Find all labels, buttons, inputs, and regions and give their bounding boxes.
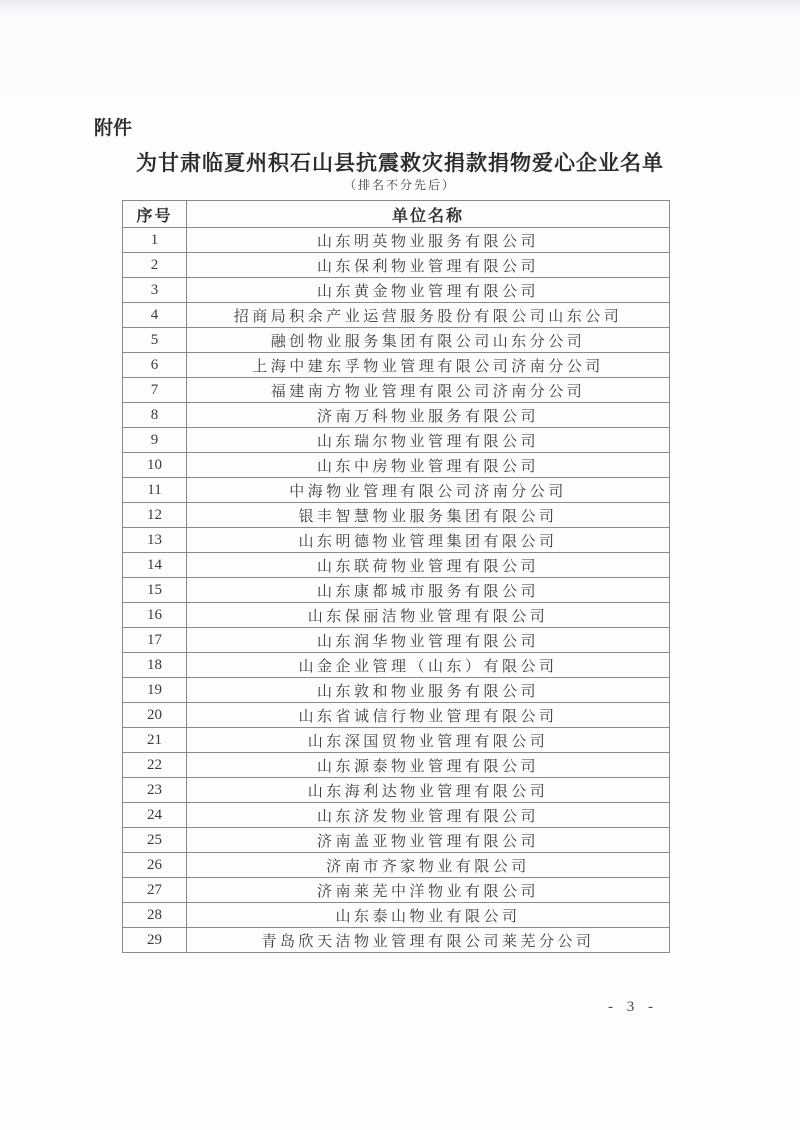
table-row: [123, 678, 670, 703]
table-row: [123, 778, 670, 803]
company-name: 山东明德物业管理集团有限公司: [187, 528, 670, 553]
table-row: [123, 328, 670, 353]
company-name: 济南莱芜中洋物业有限公司: [187, 878, 670, 903]
company-name: 上海中建东孚物业管理有限公司济南分公司: [187, 353, 670, 378]
row-index: 25: [123, 828, 187, 853]
company-name: 山东济发物业管理有限公司: [187, 803, 670, 828]
table-row: [123, 553, 670, 578]
row-index: 11: [123, 478, 187, 503]
table-header-row: [123, 201, 670, 228]
company-name: 济南市齐家物业有限公司: [187, 853, 670, 878]
company-name: 济南盖亚物业管理有限公司: [187, 828, 670, 853]
column-header-company-name: 单位名称: [187, 201, 670, 228]
row-index: 18: [123, 653, 187, 678]
company-name: 山东中房物业管理有限公司: [187, 453, 670, 478]
attachment-label: 附件: [94, 118, 133, 139]
page-subtitle: （排名不分先后）: [343, 178, 456, 192]
table-row: [123, 878, 670, 903]
table-row: [123, 928, 670, 953]
table-row: [123, 353, 670, 378]
company-name: 济南万科物业服务有限公司: [187, 403, 670, 428]
table-row: [123, 428, 670, 453]
row-index: 7: [123, 378, 187, 403]
row-index: 21: [123, 728, 187, 753]
table-row: [123, 528, 670, 553]
company-name: 山东黄金物业管理有限公司: [187, 278, 670, 303]
page-title: 为甘肃临夏州积石山县抗震救灾捐款捐物爱心企业名单: [136, 152, 664, 175]
company-name: 招商局积余产业运营服务股份有限公司山东公司: [187, 303, 670, 328]
table-row: [123, 453, 670, 478]
company-name: 山东保丽洁物业管理有限公司: [187, 603, 670, 628]
table-row: [123, 303, 670, 328]
table-row: [123, 703, 670, 728]
row-index: 3: [123, 278, 187, 303]
company-name: 山金企业管理（山东）有限公司: [187, 653, 670, 678]
company-name: 山东省诚信行物业管理有限公司: [187, 703, 670, 728]
table-row: [123, 828, 670, 853]
row-index: 27: [123, 878, 187, 903]
company-name: 山东瑞尔物业管理有限公司: [187, 428, 670, 453]
row-index: 22: [123, 753, 187, 778]
company-name: 山东联荷物业管理有限公司: [187, 553, 670, 578]
table-row: [123, 803, 670, 828]
table-row: [123, 753, 670, 778]
row-index: 6: [123, 353, 187, 378]
company-name: 山东康都城市服务有限公司: [187, 578, 670, 603]
company-name: 山东保利物业管理有限公司: [187, 253, 670, 278]
table-row: [123, 728, 670, 753]
company-name: 山东润华物业管理有限公司: [187, 628, 670, 653]
row-index: 28: [123, 903, 187, 928]
company-name: 山东深国贸物业管理有限公司: [187, 728, 670, 753]
company-name: 中海物业管理有限公司济南分公司: [187, 478, 670, 503]
company-name: 福建南方物业管理有限公司济南分公司: [187, 378, 670, 403]
row-index: 12: [123, 503, 187, 528]
company-name: 山东泰山物业有限公司: [187, 903, 670, 928]
row-index: 14: [123, 553, 187, 578]
table-row: [123, 478, 670, 503]
row-index: 9: [123, 428, 187, 453]
row-index: 4: [123, 303, 187, 328]
row-index: 23: [123, 778, 187, 803]
table-row: [123, 378, 670, 403]
table-row: [123, 603, 670, 628]
table-row: [123, 503, 670, 528]
table-row: [123, 278, 670, 303]
column-header-index: 序号: [123, 201, 187, 228]
row-index: 8: [123, 403, 187, 428]
company-table: [122, 200, 670, 953]
page-number: - 3 -: [608, 999, 658, 1015]
company-name: 山东明英物业服务有限公司: [187, 228, 670, 253]
table-row: [123, 853, 670, 878]
table-header: [123, 201, 670, 228]
company-name: 山东海利达物业管理有限公司: [187, 778, 670, 803]
row-index: 15: [123, 578, 187, 603]
company-name: 山东敦和物业服务有限公司: [187, 678, 670, 703]
table-row: [123, 228, 670, 253]
table-row: [123, 628, 670, 653]
row-index: 1: [123, 228, 187, 253]
row-index: 2: [123, 253, 187, 278]
row-index: 5: [123, 328, 187, 353]
table-row: [123, 653, 670, 678]
company-name: 融创物业服务集团有限公司山东分公司: [187, 328, 670, 353]
table-row: [123, 253, 670, 278]
row-index: 20: [123, 703, 187, 728]
row-index: 19: [123, 678, 187, 703]
table-row: [123, 903, 670, 928]
row-index: 16: [123, 603, 187, 628]
table-row: [123, 403, 670, 428]
row-index: 29: [123, 928, 187, 953]
row-index: 26: [123, 853, 187, 878]
row-index: 17: [123, 628, 187, 653]
company-name: 青岛欣天洁物业管理有限公司莱芜分公司: [187, 928, 670, 953]
company-name: 银丰智慧物业服务集团有限公司: [187, 503, 670, 528]
table-body: [123, 228, 670, 953]
table-row: [123, 578, 670, 603]
row-index: 13: [123, 528, 187, 553]
row-index: 24: [123, 803, 187, 828]
row-index: 10: [123, 453, 187, 478]
company-name: 山东源泰物业管理有限公司: [187, 753, 670, 778]
